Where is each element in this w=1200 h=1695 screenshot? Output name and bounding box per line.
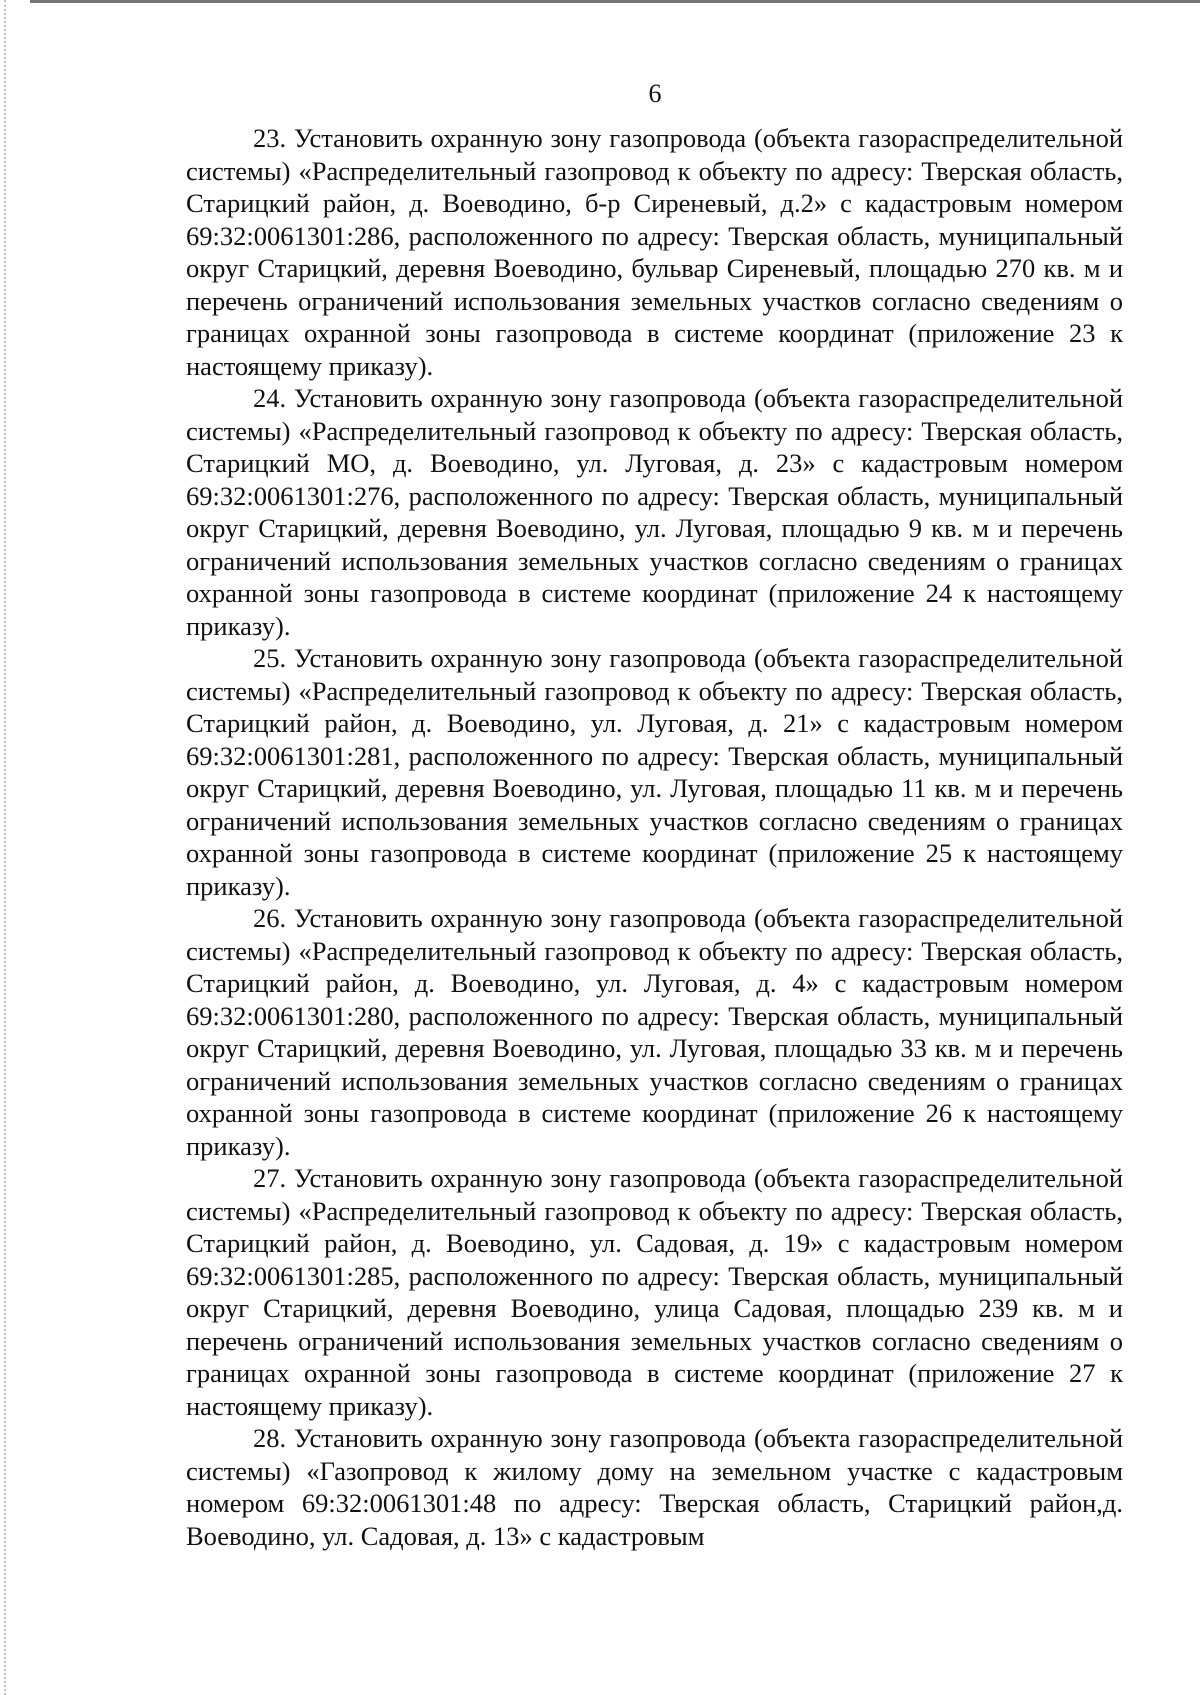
- paragraph-27: 27. Установить охранную зону газопровода (объекта газораспределительной системы) «Распределительный газопровод к объекту по адресу: Тверская область, Старицкий район, д. Воеводино, ул. Садовая, д. 19» с кадастровым номером 69:32:0061301:285, расположенного по адресу: Тверская область, муниципальный округ Старицкий, деревня Воеводино, улица Садовая, площадью 239 кв. м и перечень ограничений использования земельных участков согласно сведениям о границах охранной зоны газопровода в системе координат (приложение 27 к настоящему приказу).: [186, 1163, 1123, 1421]
- paragraph-26: 26. Установить охранную зону газопровода (объекта газораспределительной системы) «Распределительный газопровод к объекту по адресу: Тверская область, Старицкий район, д. Воеводино, ул. Луговая, д. 4» с кадастровым номером 69:32:0061301:280, расположенного по адресу: Тверская область, муниципальный округ Старицкий, деревня Воеводино, ул. Луговая, площадью 33 кв. м и перечень ограничений использования земельных участков согласно сведениям о границах охранной зоны газопровода в системе координат (приложение 26 к настоящему приказу).: [186, 903, 1123, 1161]
- scan-edge-left: [4, 0, 7, 1695]
- paragraph-25: 25. Установить охранную зону газопровода (объекта газораспределительной системы) «Распределительный газопровод к объекту по адресу: Тверская область, Старицкий район, д. Воеводино, ул. Луговая, д. 21» с кадастровым номером 69:32:0061301:281, расположенного по адресу: Тверская область, муниципальный округ Старицкий, деревня Воеводино, ул. Луговая, площадью 11 кв. м и перечень ограничений использования земельных участков согласно сведениям о границах охранной зоны газопровода в системе координат (приложение 25 к настоящему приказу).: [186, 643, 1123, 901]
- scan-edge-top: [30, 0, 1200, 3]
- paragraph-28: 28. Установить охранную зону газопровода (объекта газораспределительной системы) «Газопровод к жилому дому на земельном участке с кадастровым номером 69:32:0061301:48 по адресу: Тверская область, Старицкий район,д. Воеводино, ул. Садовая, д. 13» с кадастровым: [186, 1423, 1123, 1551]
- document-body: [186, 122, 1123, 1552]
- paragraph-23: 23. Установить охранную зону газопровода (объекта газораспределительной системы) «Распределительный газопровод к объекту по адресу: Тверская область, Старицкий район, д. Воеводино, б-р Сиреневый, д.2» с кадастровым номером 69:32:0061301:286, расположенного по адресу: Тверская область, муниципальный округ Старицкий, деревня Воеводино, бульвар Сиреневый, площадью 270 кв. м и перечень ограничений использования земельных участков согласно сведениям о границах охранной зоны газопровода в системе координат (приложение 23 к настоящему приказу).: [186, 123, 1123, 381]
- paragraph-24: 24. Установить охранную зону газопровода (объекта газораспределительной системы) «Распределительный газопровод к объекту по адресу: Тверская область, Старицкий МО, д. Воеводино, ул. Луговая, д. 23» с кадастровым номером 69:32:0061301:276, расположенного по адресу: Тверская область, муниципальный округ Старицкий, деревня Воеводино, ул. Луговая, площадью 9 кв. м и перечень ограничений использования земельных участков согласно сведениям о границах охранной зоны газопровода в системе координат (приложение 24 к настоящему приказу).: [186, 383, 1123, 641]
- page-number: 6: [648, 79, 662, 108]
